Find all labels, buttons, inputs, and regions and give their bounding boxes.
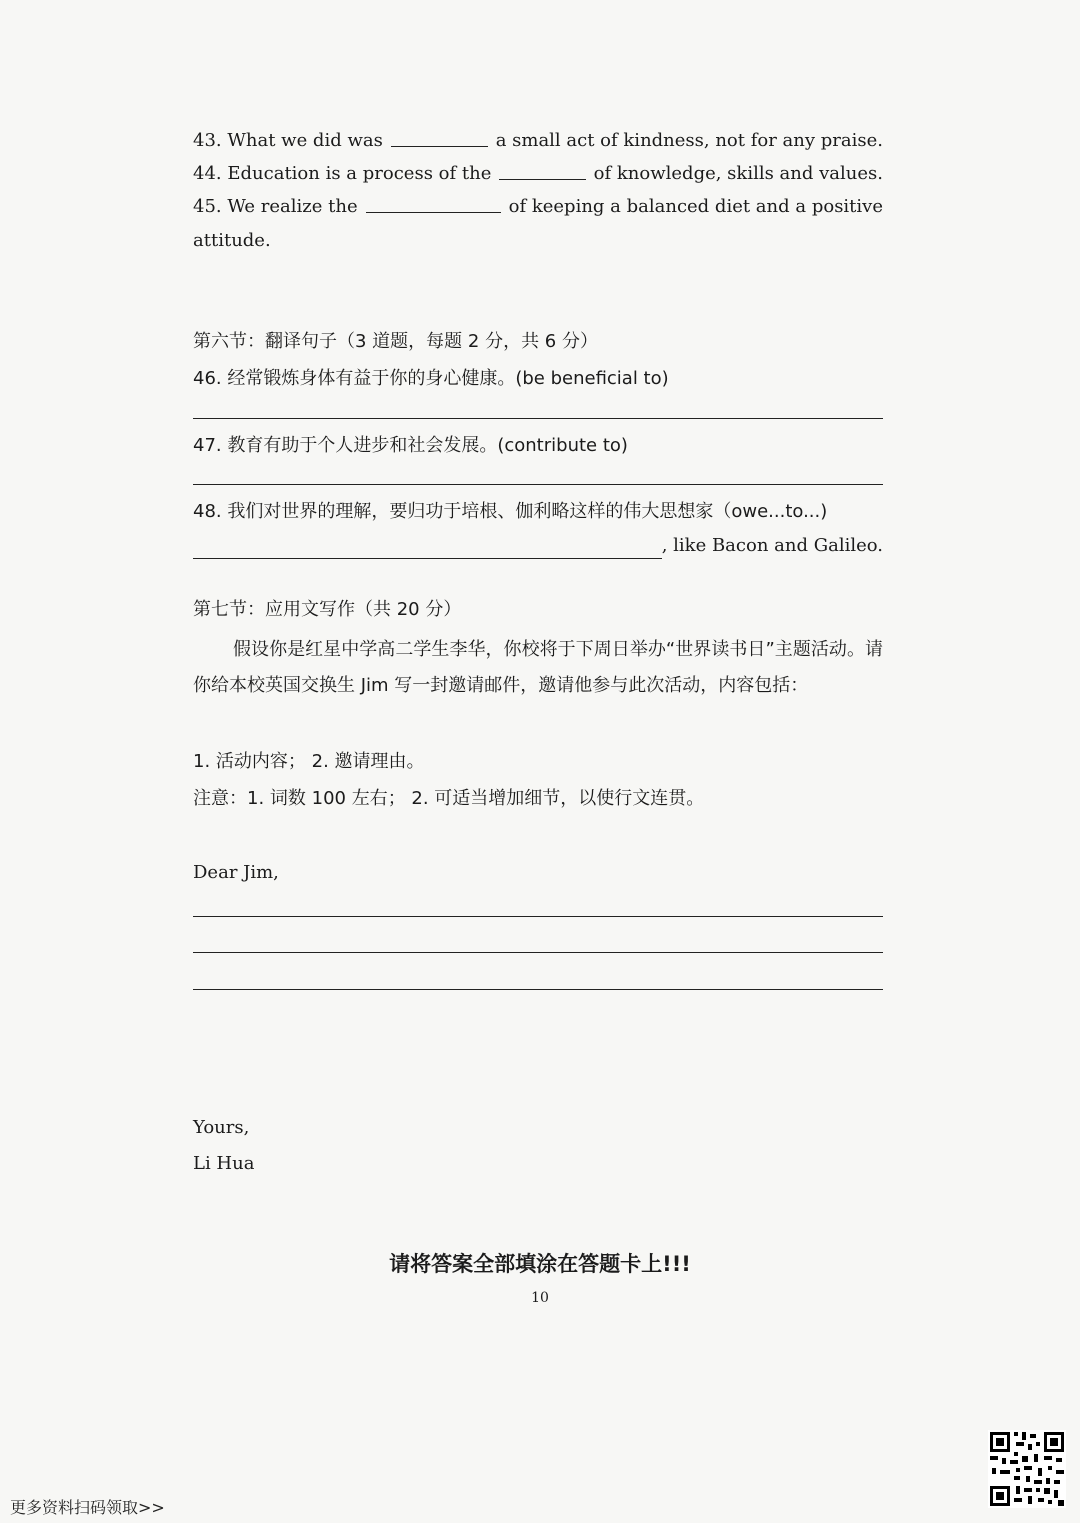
translation-item-48-answer-row — [193, 533, 883, 559]
scan-note: 更多资料扫码领取>> — [10, 1498, 165, 1517]
question-43 — [193, 128, 883, 154]
question-number: 45. — [193, 196, 222, 217]
answer-line — [193, 916, 883, 917]
letter-signature: Li Hua — [193, 1153, 255, 1174]
section-7-heading: 第七节：应用文写作（共 20 分） — [193, 599, 462, 620]
question-text-after: of keeping a balanced diet and a positive — [508, 196, 883, 217]
question-text-before: Education is a process of the — [227, 163, 492, 184]
answer-line — [193, 484, 883, 485]
letter-closing: Yours, — [193, 1117, 250, 1138]
writing-prompt: 假设你是红星中学高二学生李华，你校将于下周日举办“世界读书日”主题活动。请你给本校英国交换生 Jim 写一封邀请邮件，邀请他参与此次活动，内容包括： — [193, 639, 883, 696]
answer-blank — [499, 161, 585, 180]
writing-notes: 注意：1. 词数 100 左右； 2. 可适当增加细节，以使行文连贯。 — [193, 788, 705, 809]
page-number: 10 — [531, 1290, 549, 1306]
question-45 — [193, 194, 883, 220]
question-text-after: of knowledge, skills and values. — [593, 163, 883, 184]
qr-code-icon — [988, 1430, 1066, 1508]
answer-blank — [193, 540, 662, 559]
question-number: 44. — [193, 163, 222, 184]
answer-card-reminder: 请将答案全部填涂在答题卡上!!! — [389, 1252, 691, 1276]
answer-line — [193, 989, 883, 990]
translation-item-47: 47. 教育有助于个人进步和社会发展。(contribute to) — [193, 435, 628, 456]
question-45-continuation: attitude. — [193, 230, 271, 251]
writing-points: 1. 活动内容； 2. 邀请理由。 — [193, 751, 425, 772]
question-text-after: a small act of kindness, not for any praise. — [495, 130, 883, 151]
letter-salutation: Dear Jim, — [193, 862, 279, 883]
translation-item-48: 48. 我们对世界的理解，要归功于培根、伽利略这样的伟大思想家（owe...to...) — [193, 501, 828, 522]
answer-line — [193, 418, 883, 419]
question-number: 43. — [193, 130, 222, 151]
answer-blank — [366, 194, 501, 213]
translation-item-48-tail: , like Bacon and Galileo. — [661, 535, 883, 556]
answer-line — [193, 952, 883, 953]
translation-item-46: 46. 经常锻炼身体有益于你的身心健康。(be beneficial to) — [193, 368, 669, 389]
question-text-before: What we did was — [227, 130, 383, 151]
answer-blank — [391, 128, 488, 147]
question-44 — [193, 161, 883, 187]
section-6-heading: 第六节：翻译句子（3 道题，每题 2 分，共 6 分） — [193, 331, 598, 352]
question-text-before: We realize the — [227, 196, 358, 217]
